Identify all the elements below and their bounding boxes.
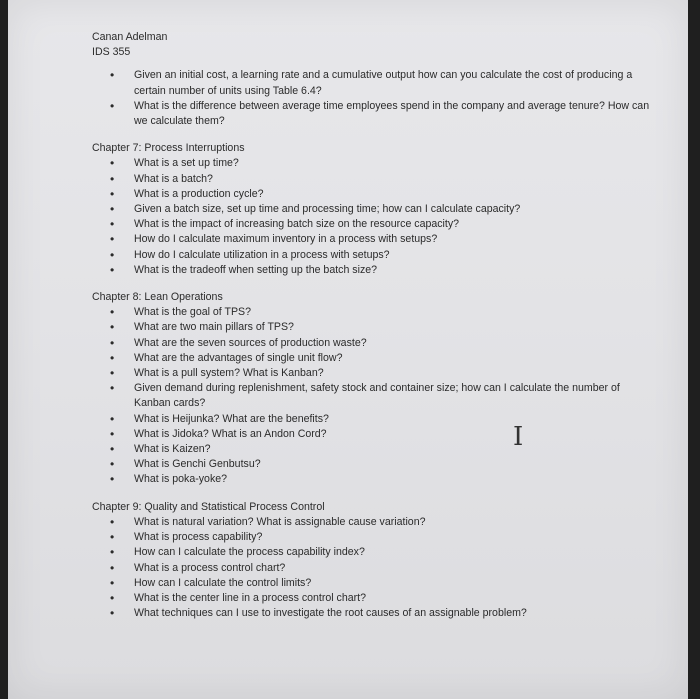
chapter-7-section [92, 141, 652, 278]
list-item: • What is a production cycle? [92, 187, 652, 202]
chapter-8-section [92, 290, 652, 488]
chapter-9-section [92, 500, 652, 622]
list-item: • What is a set up time? [92, 156, 652, 171]
list-item: • What is the center line in a process control chart? [92, 591, 652, 606]
list-item: • What is the impact of increasing batch size on the resource capacity? [92, 217, 652, 232]
course-code: IDS 355 [92, 46, 131, 59]
list-item: • Given an initial cost, a learning rate and a cumulative output how can you calculate the cost of producing a certain number of units using Table 6.4? [92, 68, 652, 98]
list-item: • What techniques can I use to investigate the root causes of an assignable problem? [92, 606, 652, 621]
list-item: • What is Genchi Genbutsu? [92, 457, 652, 472]
list-item: • What is Jidoka? What is an Andon Cord? [92, 427, 652, 442]
document-page [8, 0, 688, 699]
list-item: • What is the goal of TPS? [92, 305, 652, 320]
chapter-title: Chapter 8: Lean Operations [92, 291, 223, 304]
list-item: • How do I calculate utilization in a process with setups? [92, 248, 652, 263]
list-item: • What are the seven sources of production waste? [92, 336, 652, 351]
list-item: • What is a batch? [92, 172, 652, 187]
list-item: • What is process capability? [92, 530, 652, 545]
list-item: • What is Heijunka? What are the benefits? [92, 412, 652, 427]
list-item: • Given a batch size, set up time and processing time; how can I calculate capacity? [92, 202, 652, 217]
intro-question-list [92, 68, 652, 129]
list-item: • What is poka-yoke? [92, 472, 652, 487]
list-item: • What are two main pillars of TPS? [92, 320, 652, 335]
list-item: • What are the advantages of single unit flow? [92, 351, 652, 366]
list-item: • What is a process control chart? [92, 561, 652, 576]
list-item: • What is a pull system? What is Kanban? [92, 366, 652, 381]
document-content [92, 30, 652, 621]
list-item: • How can I calculate the process capability index? [92, 545, 652, 560]
chapter-9-question-list [92, 515, 652, 621]
list-item: • What is Kaizen? [92, 442, 652, 457]
list-item: • What is natural variation? What is assignable cause variation? [92, 515, 652, 530]
list-item: • What is the tradeoff when setting up the batch size? [92, 263, 652, 278]
chapter-8-question-list [92, 305, 652, 487]
chapter-title: Chapter 7: Process Interruptions [92, 142, 245, 155]
chapter-7-question-list [92, 156, 652, 278]
text-cursor-icon: I [513, 422, 524, 452]
list-item: • How can I calculate the control limits? [92, 576, 652, 591]
author-name: Canan Adelman [92, 31, 168, 43]
list-item: • What is the difference between average time employees spend in the company and average tenure? How can we calculate them? [92, 99, 652, 129]
chapter-title: Chapter 9: Quality and Statistical Process Control [92, 500, 325, 513]
list-item: • Given demand during replenishment, safety stock and container size; how can I calculate the number of Kanban cards? [92, 381, 652, 411]
list-item: • How do I calculate maximum inventory in a process with setups? [92, 232, 652, 247]
